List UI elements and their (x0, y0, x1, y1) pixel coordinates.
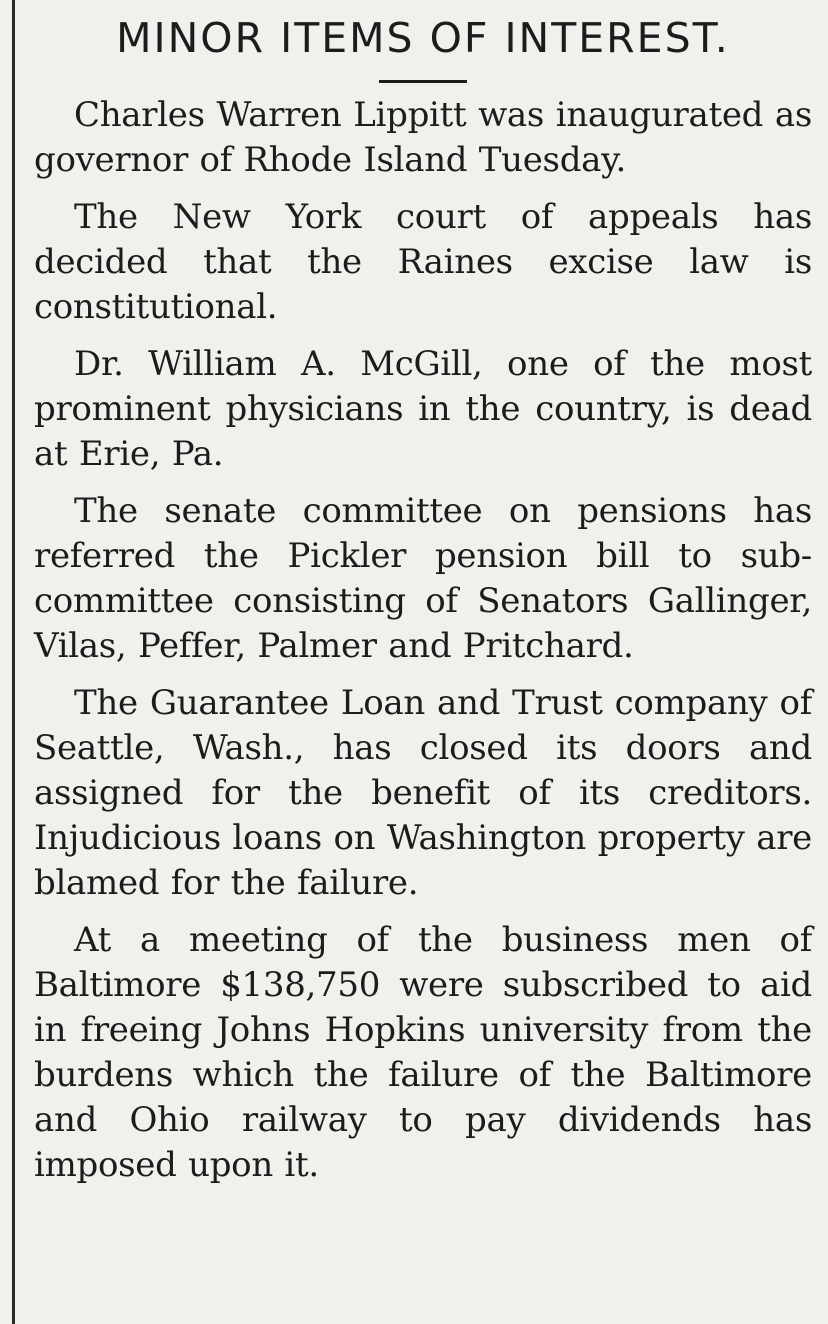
news-item-lippitt: Charles Warren Lippitt was inaugurated as governor of Rhode Island Tuesday. (34, 95, 812, 180)
news-item-guarantee-loan: The Guarantee Loan and Trust company of Seattle, Wash., has closed its doors and assigned for the benefit of its creditors. Injudicious loans on Washington property are blamed for the failure. (34, 683, 812, 903)
news-item-mcgill: Dr. William A. McGill, one of the most prominent physicians in the country, is dead at Erie, Pa. (34, 344, 812, 474)
news-column (34, 0, 812, 1200)
news-item-raines-law: The New York court of appeals has decided that the Raines excise law is constitutional. (34, 197, 812, 327)
headline: MINOR ITEMS OF INTEREST. (116, 14, 730, 62)
news-item-johns-hopkins: At a meeting of the business men of Baltimore $138,750 were subscribed to aid in freeing Johns Hopkins university from the burdens which the failure of the Baltimore and Ohio railway to pay dividends has imposed upon it. (34, 920, 812, 1185)
news-item-pension-bill: The senate committee on pensions has referred the Pickler pension bill to sub-committee consisting of Senators Gallinger, Vilas, Peffer, Palmer and Pritchard. (34, 491, 812, 666)
title-rule (379, 80, 467, 83)
column-rule (12, 0, 15, 1324)
